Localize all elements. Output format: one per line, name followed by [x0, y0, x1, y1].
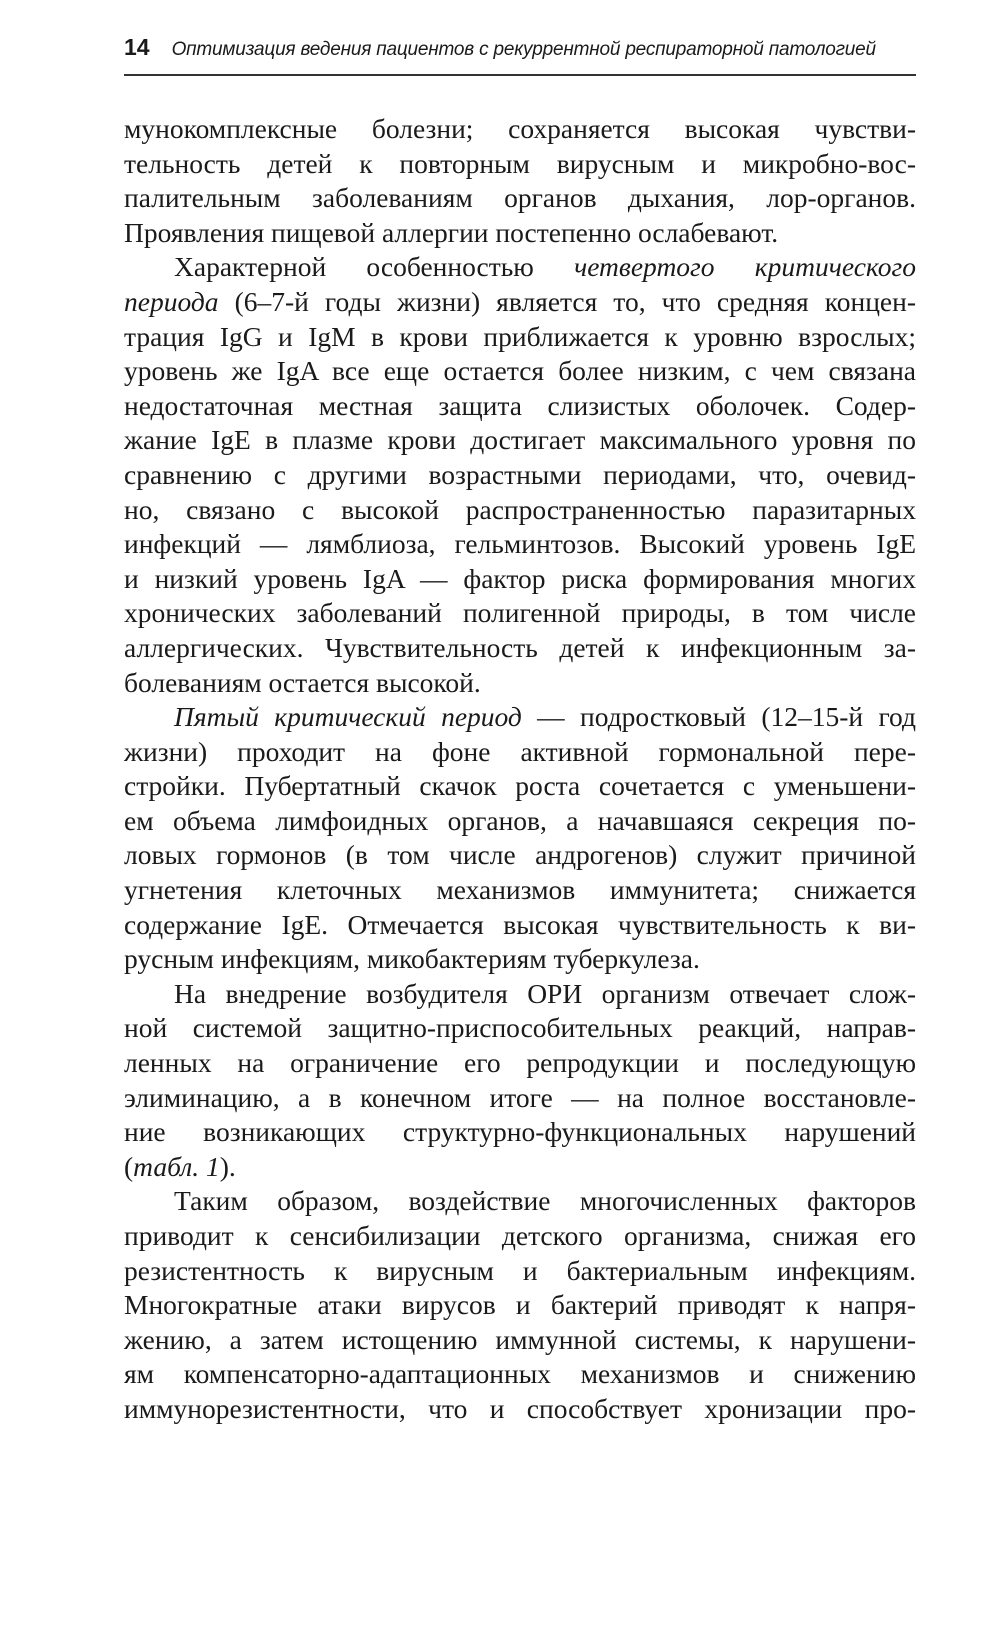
text-line: но, связано с высокой распространенностью паразитарных [124, 493, 916, 525]
text-line: приводит к сенсибилизации детского организма, снижая его [124, 1220, 916, 1251]
text-line [124, 1150, 916, 1185]
text-line: болеваниям остается высокой. [124, 666, 481, 698]
text-line: Многократные атаки вирусов и бактерий приводят к напря- [124, 1289, 916, 1321]
page-number: 14 [124, 34, 150, 60]
text-line [124, 285, 916, 320]
text-line: русным инфекциям, микобактериям туберкулеза. [124, 943, 700, 975]
text-run: ). [219, 1150, 236, 1182]
text-line: Проявления пищевой аллергии постепенно ослабевают. [124, 216, 779, 248]
text-line: тельность детей к повторным вирусным и микробно-вос- [124, 147, 916, 179]
text-line: инфекций — лямблиоза, гельминтозов. Высокий уровень IgE [124, 528, 916, 560]
running-title: Оптимизация ведения пациентов с рекуррентной респираторной патологией [171, 39, 876, 60]
text-line: хронических заболеваний полигенной природы, в том числе [124, 597, 916, 629]
text-line: ние возникающих структурно-функциональных нарушений [124, 1116, 916, 1148]
paragraph-1 [124, 112, 916, 250]
text-run: ( [124, 1150, 134, 1182]
text-line: На внедрение возбудителя ОРИ организм отвечает слож- [174, 977, 916, 1009]
text-line: жание IgE в плазме крови достигает максимального уровня по [124, 424, 916, 456]
emphasis-text: четвертого критического [574, 251, 916, 283]
text-line: и низкий уровень IgA — фактор риска формирования многих [124, 562, 916, 594]
text-line: сравнению с другими возрастными периодами, что, очевид- [124, 458, 916, 490]
text-line: уровень же IgA все еще остается более низким, с чем связана [124, 355, 916, 387]
paragraph-4 [124, 977, 916, 1185]
text-line: содержание IgE. Отмечается высокая чувствительность к ви- [124, 908, 916, 940]
text-line: резистентность к вирусным и бактериальным инфекциям. [124, 1254, 916, 1286]
body-text [124, 112, 916, 1427]
text-run: (6–7-й годы жизни) является то, что средняя концен- [218, 285, 916, 317]
text-line: элиминацию, а в конечном итоге — на полное восстановле- [124, 1081, 916, 1113]
text-run: — подростковый (12–15-й год [521, 701, 916, 733]
emphasis-text: Пятый критический период [174, 701, 522, 733]
paragraph-3 [124, 700, 916, 977]
text-line: ловых гормонов (в том числе андрогенов) служит причиной [124, 839, 916, 871]
text-line: ной системой защитно-приспособительных реакций, направ- [124, 1012, 916, 1044]
text-line: угнетения клеточных механизмов иммунитета; снижается [124, 874, 916, 906]
text-line: стройки. Пубертатный скачок роста сочетается с уменьшени- [124, 770, 916, 802]
running-header [124, 34, 916, 76]
paragraph-5 [124, 1184, 916, 1426]
text-line [124, 700, 916, 735]
text-line: жению, а затем истощению иммунной системы, к нарушени- [124, 1323, 916, 1355]
text-run: Характерной особенностью [174, 251, 575, 283]
text-line: ям компенсаторно-адаптационных механизмов и снижению [124, 1358, 916, 1390]
table-reference: табл. 1 [133, 1150, 220, 1182]
text-line [124, 250, 916, 285]
text-line: ленных на ограничение его репродукции и последующую [124, 1047, 916, 1079]
text-line: аллергических. Чувствительность детей к инфекционным за- [124, 631, 916, 663]
text-line: палительным заболеваниям органов дыхания, лор-органов. [124, 182, 916, 214]
text-line: мунокомплексные болезни; сохраняется высокая чувстви- [124, 113, 916, 144]
emphasis-text: периода [124, 285, 219, 317]
text-line: жизни) проходит на фоне активной гормональной пере- [124, 735, 916, 767]
text-line: иммунорезистентности, что и способствует хронизации про- [124, 1392, 916, 1424]
text-line: ем объема лимфоидных органов, а начавшаяся секреция по- [124, 804, 916, 836]
text-line: недостаточная местная защита слизистых оболочек. Содер- [124, 389, 916, 421]
text-line: трация IgG и IgM в крови приближается к уровню взрослых; [124, 320, 916, 352]
text-line: Таким образом, воздействие многочисленных факторов [174, 1185, 916, 1217]
paragraph-2 [124, 250, 916, 700]
